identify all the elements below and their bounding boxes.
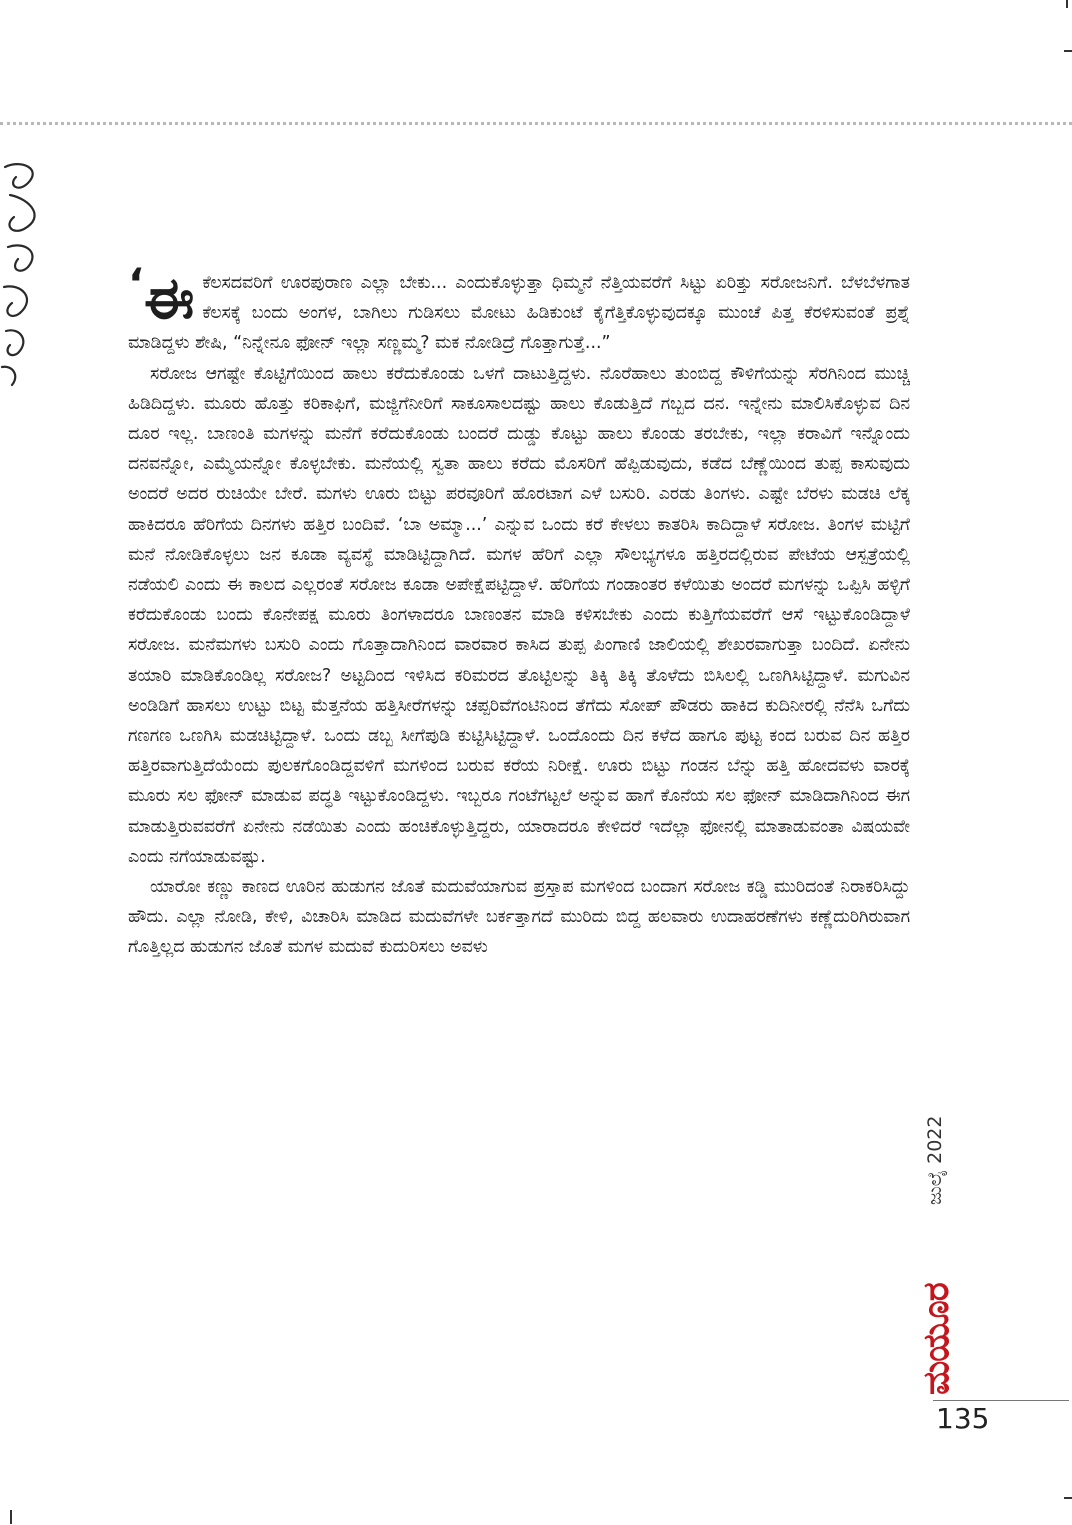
drop-cap-group bbox=[128, 259, 195, 332]
paragraph-text: ಕೆಲಸದವರಿಗೆ ಊರಪುರಾಣ ಎಲ್ಲಾ ಬೇಕು... ಎಂದುಕೊಳ್ಳುತ್ತಾ ಧಿಮ್ಮನೆ ನೆತ್ತಿಯವರೆಗೆ ಸಿಟ್ಟು ಏರಿತ್ತು ಸರೋಜನಿಗೆ. ಬೆಳಬೆಳಗಾತ ಕೆಲಸಕ್ಕೆ ಬಂದು ಅಂಗಳ, ಬಾಗಿಲು ಗುಡಿಸಲು ಮೋಟು ಹಿಡಿಕುಂಟೆ ಕೈಗೆತ್ತಿಕೊಳ್ಳುವುದಕ್ಕೂ ಮುಂಚೆ ಪಿತ್ತ ಕೆರಳಿಸುವಂತೆ ಪ್ರಶ್ನೆ ಮಾಡಿದ್ದಳು ಶೇಷಿ, “ನಿನ್ನೇನೂ ಫೋನ್ ಇಲ್ಲಾ ಸಣ್ಣಮ್ಮ? ಮಕ ನೋಡಿದ್ರೆ ಗೊತ್ತಾಗುತ್ತೆ...” bbox=[128, 273, 910, 354]
article-paragraph-lead bbox=[128, 259, 910, 359]
article-body bbox=[128, 259, 910, 963]
opening-quote: ‘ bbox=[128, 259, 144, 308]
issue-date: ಜುಲೈ 2022 bbox=[924, 1115, 946, 1205]
crop-mark-left bbox=[10, 1510, 12, 1524]
crop-mark-top-right bbox=[1064, 50, 1072, 52]
header-dotted-rule bbox=[0, 122, 1072, 125]
article-paragraph: ಯಾರೋ ಕಣ್ಣು ಕಾಣದ ಊರಿನ ಹುಡುಗನ ಜೊತೆ ಮದುವೆಯಾಗುವ ಪ್ರಸ್ತಾಪ ಮಗಳಿಂದ ಬಂದಾಗ ಸರೋಜ ಕಡ್ಡಿ ಮುರಿದಂತೆ ನಿರಾಕರಿಸಿದ್ದು ಹೌದು. ಎಲ್ಲಾ ನೋಡಿ, ಕೇಳಿ, ವಿಚಾರಿಸಿ ಮಾಡಿದ ಮದುವೆಗಳೇ ಬರ್ಕತ್ತಾಗದೆ ಮುರಿದು ಬಿದ್ದ ಹಲವಾರು ಉದಾಹರಣೆಗಳು ಕಣ್ಣೆದುರಿಗಿರುವಾಗ ಗೊತ್ತಿಲ್ಲದ ಹುಡುಗನ ಜೊತೆ ಮಗಳ ಮದುವೆ ಕುದುರಿಸಲು ಅವಳು bbox=[128, 877, 910, 958]
decorative-vine-illustration bbox=[0, 155, 60, 395]
page-number: 135 bbox=[936, 1402, 990, 1435]
crop-mark-bottom-right bbox=[1064, 1497, 1072, 1499]
magazine-logo: ಮಯೂರ bbox=[916, 1283, 957, 1395]
article-paragraph: ಸರೋಜ ಆಗಷ್ಟೇ ಕೊಟ್ಟಿಗೆಯಿಂದ ಹಾಲು ಕರೆದುಕೊಂಡು ಒಳಗೆ ದಾಟುತ್ತಿದ್ದಳು. ನೊರೆಹಾಲು ತುಂಬಿದ್ದ ಕೌಳಿಗೆಯನ್ನು ಸೆರಗಿನಿಂದ ಮುಚ್ಚಿ ಹಿಡಿದಿದ್ದಳು. ಮೂರು ಹೊತ್ತು ಕರಿಕಾಫಿಗೆ, ಮಜ್ಜಿಗೆನೀರಿಗೆ ಸಾಕೂಸಾಲದಷ್ಟು ಹಾಲು ಕೊಡುತ್ತಿದೆ ಗಬ್ಬದ ದನ. ಇನ್ನೇನು ಮಾಲಿಸಿಕೊಳ್ಳುವ ದಿನ ದೂರ ಇಲ್ಲ. ಬಾಣಂತಿ ಮಗಳನ್ನು ಮನೆಗೆ ಕರೆದುಕೊಂಡು ಬಂದರೆ ದುಡ್ಡು ಕೊಟ್ಟು ಹಾಲು ಕೊಂಡು ತರಬೇಕು, ಇಲ್ಲಾ ಕರಾವಿಗೆ ಇನ್ನೊಂದು ದನವನ್ನೋ, ಎಮ್ಮೆಯನ್ನೋ ಕೊಳ್ಳಬೇಕು. ಮನೆಯಲ್ಲಿ ಸ್ವತಾ ಹಾಲು ಕರೆದು ಮೊಸರಿಗೆ ಹೆಪ್ಪಿಡುವುದು, ಕಡೆದ ಬೆಣ್ಣೆಯಿಂದ ತುಪ್ಪ ಕಾಸುವುದು ಅಂದರೆ ಅದರ ರುಚಿಯೇ ಬೇರೆ. ಮಗಳು ಊರು ಬಿಟ್ಟು ಪರವೂರಿಗೆ ಹೊರಟಾಗ ಎಳೆ ಬಸುರಿ. ಎರಡು ತಿಂಗಳು. ಎಷ್ಟೇ ಬೆರಳು ಮಡಚಿ ಲೆಕ್ಕ ಹಾಕಿದರೂ ಹೆರಿಗೆಯ ದಿನಗಳು ಹತ್ತಿರ ಬಂದಿವೆ. ‘ಬಾ ಅಮ್ಮಾ...’ ಎನ್ನುವ ಒಂದು ಕರೆ ಕೇಳಲು ಕಾತರಿಸಿ ಕಾದಿದ್ದಾಳೆ ಸರೋಜ. ತಿಂಗಳ ಮಟ್ಟಿಗೆ ಮನೆ ನೋಡಿಕೊಳ್ಳಲು ಜನ ಕೂಡಾ ವ್ಯವಸ್ಥೆ ಮಾಡಿಟ್ಟಿದ್ದಾಗಿದೆ. ಮಗಳ ಹೆರಿಗೆ ಎಲ್ಲಾ ಸೌಲಭ್ಯಗಳೂ ಹತ್ತಿರದಲ್ಲಿರುವ ಪೇಟೆಯ ಆಸ್ಪತ್ರೆಯಲ್ಲಿ ನಡೆಯಲಿ ಎಂದು ಈ ಕಾಲದ ಎಲ್ಲರಂತೆ ಸರೋಜ ಕೂಡಾ ಅಪೇಕ್ಷೆಪಟ್ಟಿದ್ದಾಳೆ. ಹೆರಿಗೆಯ ಗಂಡಾಂತರ ಕಳೆಯಿತು ಅಂದರೆ ಮಗಳನ್ನು ಒಪ್ಪಿಸಿ ಹಳ್ಳಿಗೆ ಕರೆದುಕೊಂಡು ಬಂದು ಕೊನೇಪಕ್ಷ ಮೂರು ತಿಂಗಳಾದರೂ ಬಾಣಂತನ ಮಾಡಿ ಕಳಿಸಬೇಕು ಎಂದು ಕುತ್ತಿಗೆಯವರೆಗೆ ಆಸೆ ಇಟ್ಟುಕೊಂಡಿದ್ದಾಳೆ ಸರೋಜ. ಮನೆಮಗಳು ಬಸುರಿ ಎಂದು ಗೊತ್ತಾದಾಗಿನಿಂದ ವಾರವಾರ ಕಾಸಿದ ತುಪ್ಪ ಪಿಂಗಾಣಿ ಜಾಲಿಯಲ್ಲಿ ಶೇಖರವಾಗುತ್ತಾ ಬಂದಿದೆ. ಏನೇನು ತಯಾರಿ ಮಾಡಿಕೊಂಡಿಲ್ಲ ಸರೋಜ? ಅಟ್ಟದಿಂದ ಇಳಿಸಿದ ಕರಿಮರದ ತೊಟ್ಟಿಲನ್ನು ತಿಕ್ಕಿ ತಿಕ್ಕಿ ತೊಳೆದು ಬಿಸಿಲಲ್ಲಿ ಒಣಗಿಸಿಟ್ಟಿದ್ದಾಳೆ. ಮಗುವಿನ ಅಂಡಿಡಿಗೆ ಹಾಸಲು ಉಟ್ಟು ಬಿಟ್ಟ ಮೆತ್ತನೆಯ ಹತ್ತಿಸೀರೆಗಳನ್ನು ಚಪ್ಪರಿವೆಗಂಟಿನಿಂದ ತೆಗೆದು ಸೋಪ್ ಪೌಡರು ಹಾಕಿದ ಕುದಿನೀರಲ್ಲಿ ನೆನೆಸಿ ಒಗೆದು ಗಣಗಣ ಒಣಗಿಸಿ ಮಡಚಿಟ್ಟಿದ್ದಾಳೆ. ಒಂದು ಡಬ್ಬ ಸೀಗೆಪುಡಿ ಕುಟ್ಟಿಸಿಟ್ಟಿದ್ದಾಳೆ. ಒಂದೊಂದು ದಿನ ಕಳೆದ ಹಾಗೂ ಪುಟ್ಟ ಕಂದ ಬರುವ ದಿನ ಹತ್ತಿರ ಹತ್ತಿರವಾಗುತ್ತಿದೆಯೆಂದು ಪುಲಕಗೊಂಡಿದ್ದವಳಿಗೆ ಮಗಳಿಂದ ಬರುವ ಕರೆಯ ನಿರೀಕ್ಷೆ. ಊರು ಬಿಟ್ಟು ಗಂಡನ ಬೆನ್ನು ಹತ್ತಿ ಹೋದವಳು ವಾರಕ್ಕೆ ಮೂರು ಸಲ ಫೋನ್ ಮಾಡುವ ಪದ್ಧತಿ ಇಟ್ಟುಕೊಂಡಿದ್ದಳು. ಇಬ್ಬರೂ ಗಂಟೆಗಟ್ಟಲೆ ಅನ್ನುವ ಹಾಗೆ ಕೊನೆಯ ಸಲ ಫೋನ್ ಮಾಡಿದಾಗಿನಿಂದ ಈಗ ಮಾಡುತ್ತಿರುವವರೆಗೆ ಏನೇನು ನಡೆಯಿತು ಎಂದು ಹಂಚಿಕೊಳ್ಳುತ್ತಿದ್ದರು, ಯಾರಾದರೂ ಕೇಳಿದರೆ ಇದೆಲ್ಲಾ ಫೋನಲ್ಲಿ ಮಾತಾಡುವಂತಾ ವಿಷಯವೇ ಎಂದು ನಗೆಯಾಡುವಷ್ಟು. bbox=[128, 363, 910, 867]
drop-cap: ಈ bbox=[143, 264, 195, 332]
folio-rule bbox=[933, 1400, 1069, 1401]
crop-mark-top bbox=[1066, 0, 1068, 8]
